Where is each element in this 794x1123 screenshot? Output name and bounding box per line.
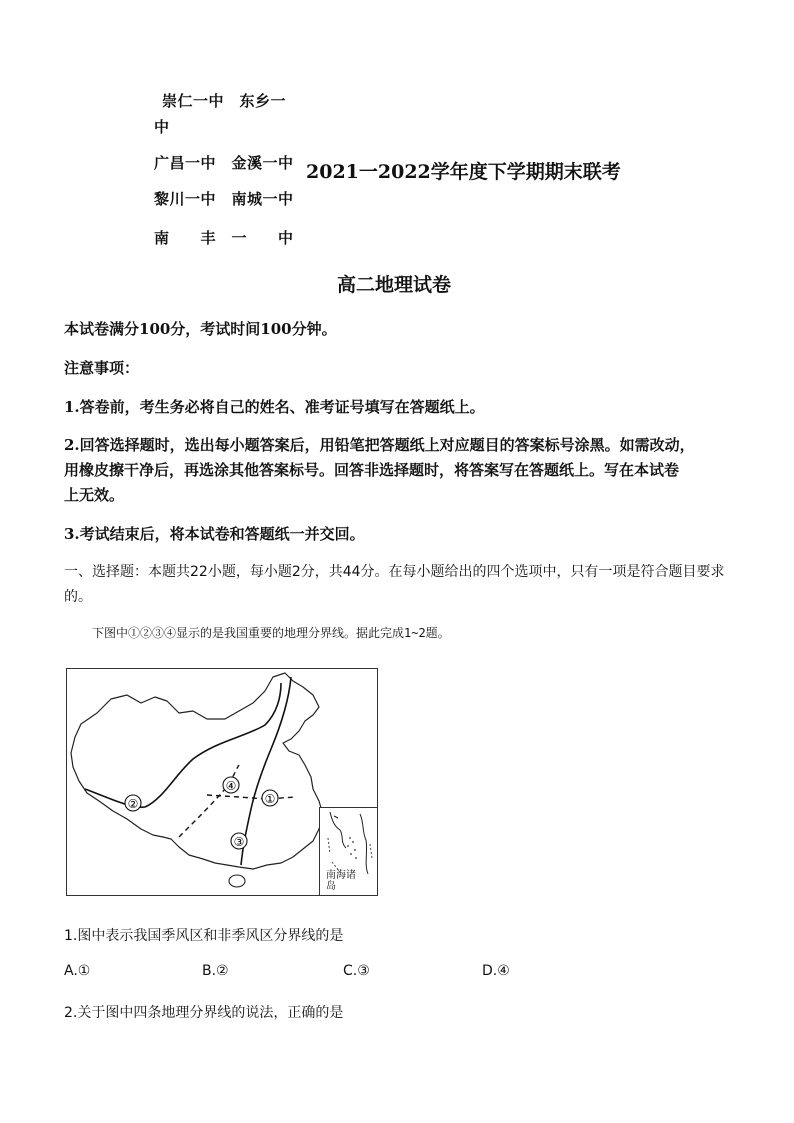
marker-4: [223, 777, 239, 793]
china-outline: [71, 673, 323, 869]
school-line-4: 南 丰 一 中: [154, 229, 294, 247]
boundary-line-2: [85, 683, 281, 807]
paper-title: 高二地理试卷: [337, 274, 452, 296]
svg-text:①: ①: [264, 792, 276, 806]
school-line-2: 广昌一中 金溪一中: [154, 154, 294, 172]
svg-text:④: ④: [225, 779, 237, 793]
svg-text:③: ③: [233, 835, 245, 849]
boundary-line-4: [179, 765, 239, 837]
question-1-stem: 1.图中表示我国季风区和非季风区分界线的是: [64, 928, 344, 944]
marker-1: [262, 790, 278, 806]
notice-item-1: 1.答卷前，考生务必将自己的姓名、准考证号填写在答题纸上。: [64, 398, 485, 416]
marker-2: [125, 795, 141, 811]
notice-item-2-line-1: 2.回答选择题时，选出每小题答案后，用铅笔把答题纸上对应题目的答案标号涂黑。如需改动，: [64, 436, 695, 454]
map-intro: 下图中①②③④显示的是我国重要的地理分界线。据此完成1~2题。: [92, 626, 450, 640]
section-heading-line-1: 一、选择题：本题共22小题，每小题2分，共44分。在每小题给出的四个选项中，只有一项是符合题目要求: [64, 564, 725, 580]
question-1-option-a: A.①: [64, 963, 91, 979]
boundary-line-1: [207, 795, 295, 799]
notice-heading: 注意事项：: [64, 359, 140, 377]
question-1-option-d: D.④: [482, 963, 510, 979]
score-time: 本试卷满分100分，考试时间100分钟。: [64, 320, 337, 338]
notice-item-3: 3.考试结束后，将本试卷和答题纸一并交回。: [64, 525, 365, 543]
question-1-option-b: B.②: [202, 963, 229, 979]
svg-text:②: ②: [127, 797, 139, 811]
section-heading-line-2: 的。: [64, 589, 92, 605]
inset-label: 南海诸岛: [326, 870, 356, 892]
exam-title: 2021一2022学年度下学期期末联考: [306, 161, 621, 183]
question-2-stem: 2.关于图中四条地理分界线的说法，正确的是: [64, 1005, 344, 1021]
south-china-sea-inset: [319, 807, 378, 896]
school-line-1-cont: 中: [154, 118, 170, 136]
notice-item-2-line-2: 用橡皮擦干净后，再选涂其他答案标号。回答非选择题时，将答案写在答题纸上。写在本试卷: [64, 461, 680, 479]
question-1-option-c: C.③: [343, 963, 370, 979]
school-line-1: 崇仁一中 东乡一: [162, 92, 287, 110]
marker-3: [231, 833, 247, 849]
notice-item-2-line-3: 上无效。: [64, 486, 125, 504]
china-map-figure: [66, 668, 378, 896]
school-line-3: 黎川一中 南城一中: [154, 190, 294, 208]
hainan-island: [229, 875, 245, 887]
